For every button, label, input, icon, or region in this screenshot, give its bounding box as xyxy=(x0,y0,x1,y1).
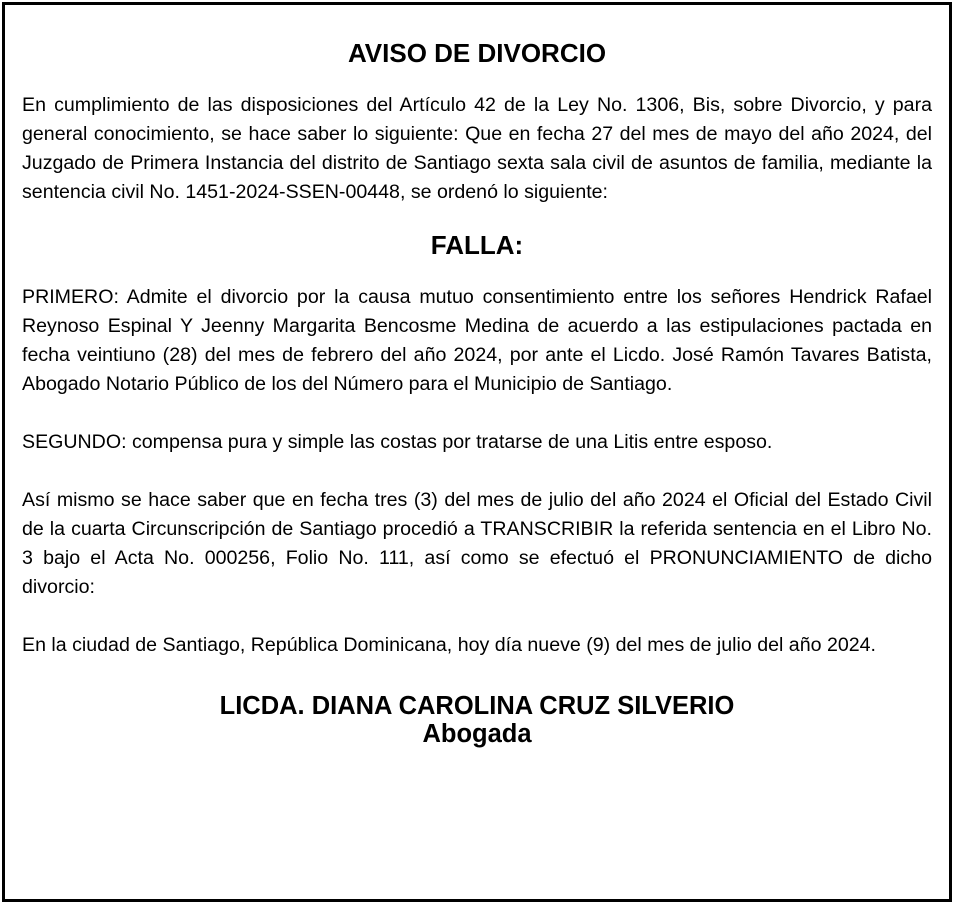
place-date-paragraph: En la ciudad de Santiago, República Dominicana, hoy día nueve (9) del mes de julio del año 2024. xyxy=(22,634,876,656)
notice-title: AVISO DE DIVORCIO xyxy=(347,38,607,68)
signatory-role: Abogada xyxy=(422,720,532,748)
primero-paragraph: PRIMERO: Admite el divorcio por la causa mutuo consentimiento entre los señores Hendrick Rafael Reynoso Espinal Y Jeenny Margarita Bencosme Medina de acuerdo a las estipulaciones pactada en fecha veintiuno (28) del mes de febrero del año 2024, por ante el Licdo. José Ramón Tavares Batista, Abogado Notario Público de los del Número para el Municipio de Santiago. xyxy=(22,286,932,395)
intro-paragraph: En cumplimiento de las disposiciones del Artículo 42 de la Ley No. 1306, Bis, sobre Divorcio, y para general conocimiento, se hace saber lo siguiente: Que en fecha 27 del mes de mayo del año 2024, del Juzgado de Primera Instancia del distrito de Santiago sexta sala civil de asuntos de familia, mediante la sentencia civil No. 1451-2024-SSEN-00448, se ordenó lo siguiente: xyxy=(22,94,932,203)
transcription-paragraph: Así mismo se hace saber que en fecha tres (3) del mes de julio del año 2024 el Oficial del Estado Civil de la cuarta Circunscripción de Santiago procedió a TRANSCRIBIR la referida sentencia en el Libro No. 3 bajo el Acta No. 000256, Folio No. 111, así como se efectuó el PRONUNCIAMIENTO de dicho divorcio: xyxy=(22,489,932,598)
segundo-paragraph: SEGUNDO: compensa pura y simple las costas por tratarse de una Litis entre esposo. xyxy=(22,431,773,453)
signatory-name: LICDA. DIANA CAROLINA CRUZ SILVERIO xyxy=(219,692,735,720)
divorce-notice xyxy=(2,2,952,902)
falla-heading: FALLA: xyxy=(430,230,524,260)
